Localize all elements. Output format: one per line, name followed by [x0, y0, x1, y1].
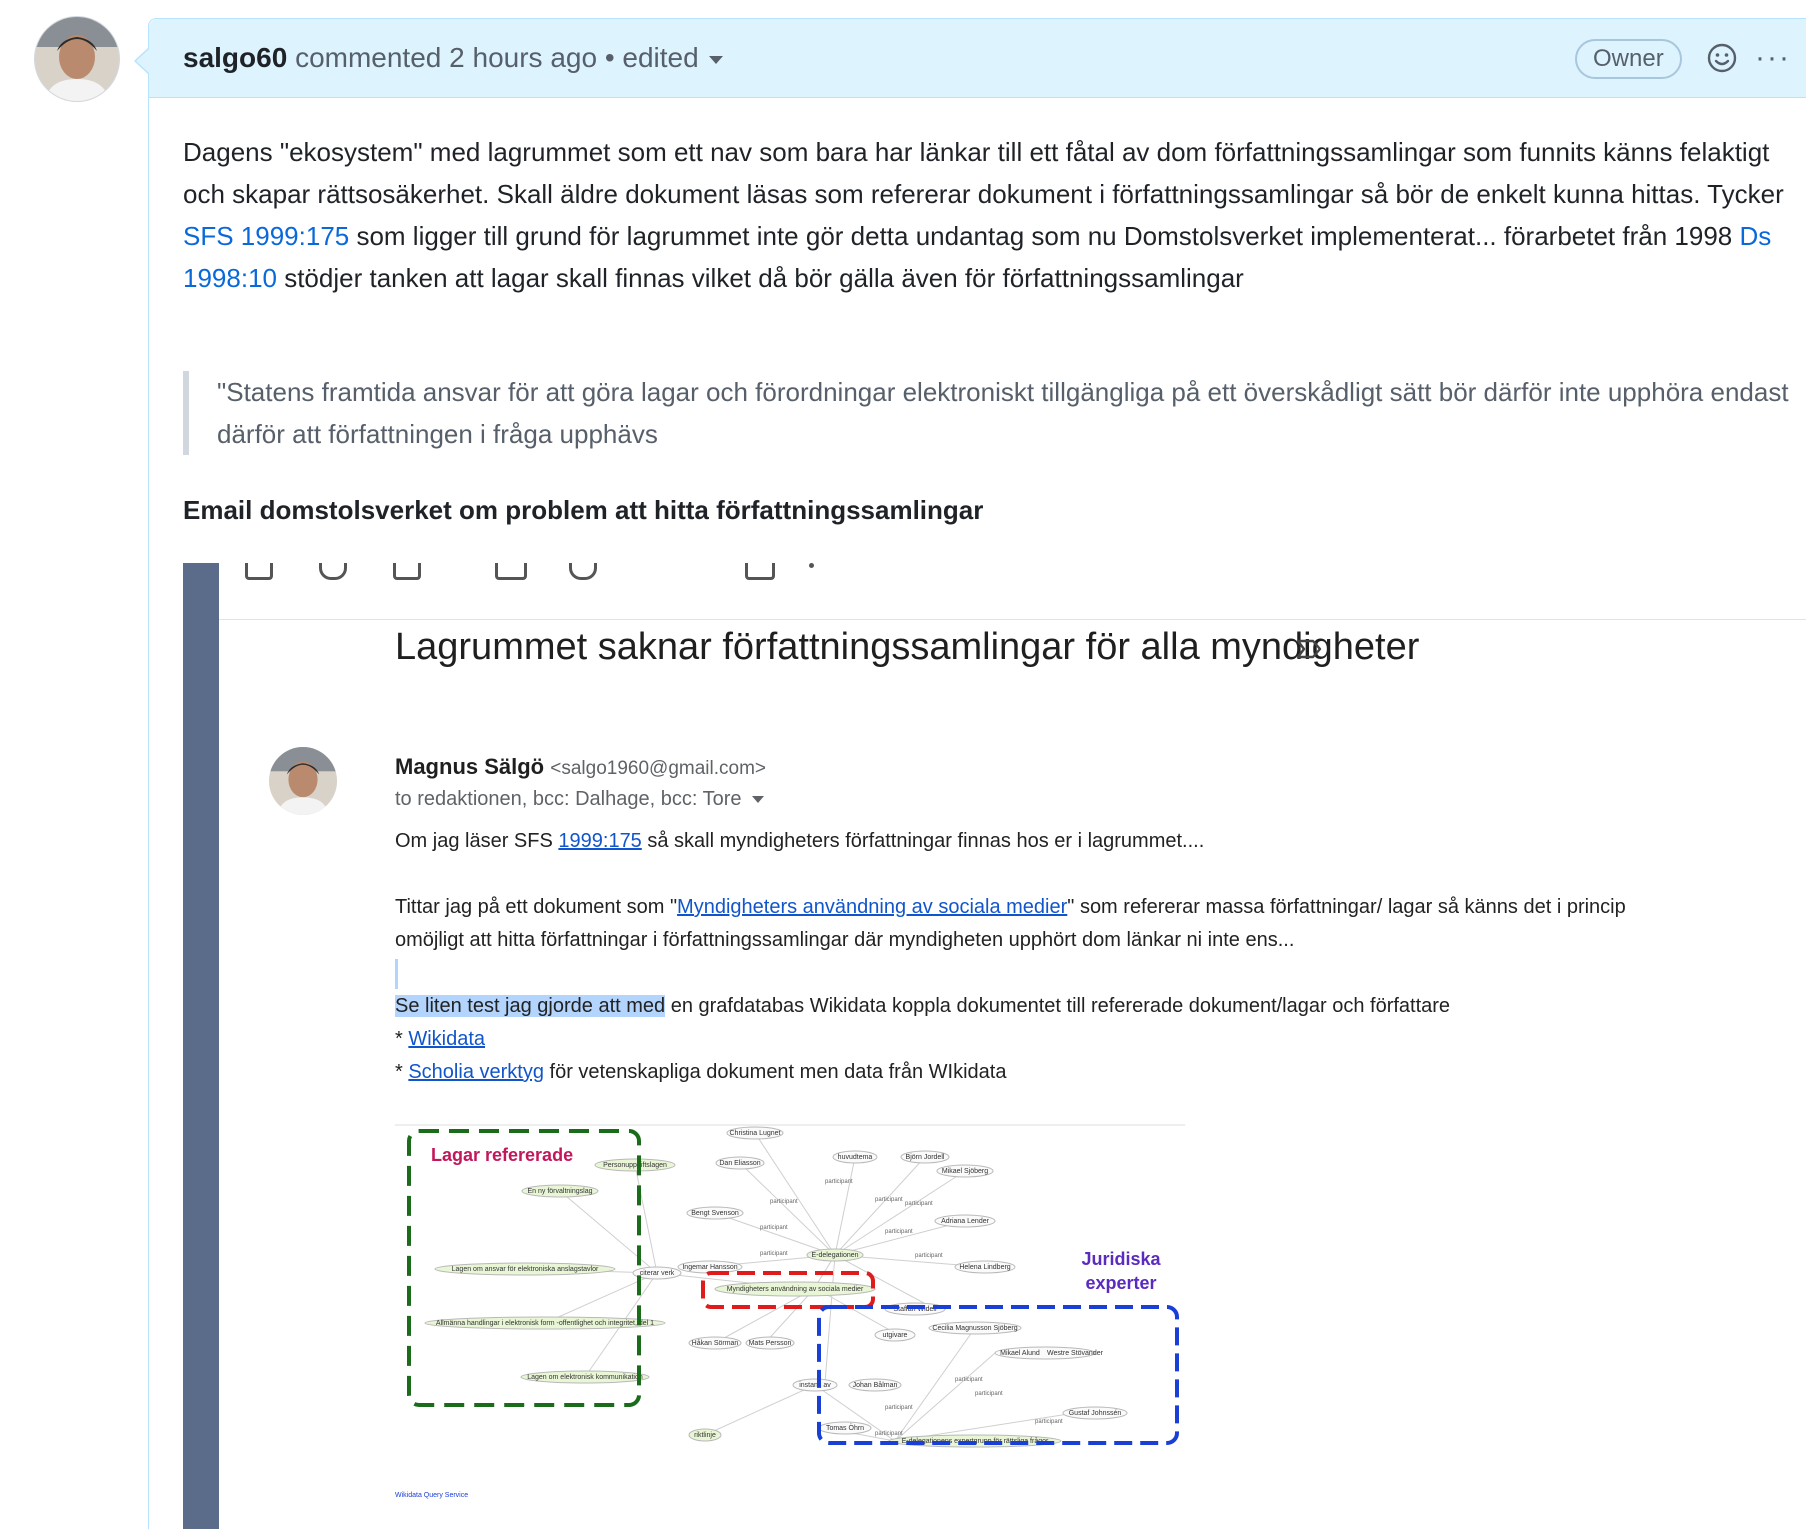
node-label: Westre Stövander [1047, 1350, 1103, 1357]
scholia-link[interactable]: Scholia verktyg [408, 1061, 544, 1083]
svg-text:participant: participant [1035, 1419, 1063, 1425]
delete-icon [393, 563, 421, 580]
sender-name: Magnus Sälgö [395, 754, 545, 779]
node-label: Personuppgiftslagen [603, 1162, 667, 1169]
sender-avatar [269, 747, 337, 815]
comment-caret-inner [136, 49, 149, 73]
section-heading: Email domstolsverket om problem att hitta författningssamlingar [183, 495, 984, 525]
chevron-down-icon [752, 796, 764, 803]
comment-meta [183, 41, 723, 75]
email-line [395, 825, 1685, 858]
blockquote: "Statens framtida ansvar för att göra lagar och förordningar elektroniskt tillgängliga på ett överskådligt sätt bör därför inte upphöra endast därför att författningen i fråga upphävs [183, 371, 1806, 455]
svg-text:participant: participant [825, 1179, 853, 1185]
node-label: Johan Bålman [852, 1382, 898, 1389]
node-label: Adriana Lender [941, 1218, 989, 1225]
node-label: Björn Jordell [905, 1154, 945, 1161]
mark-unread-icon [495, 563, 527, 580]
node-label: Cecilia Magnusson Sjöberg [932, 1325, 1018, 1332]
owner-badge: Owner [1575, 39, 1682, 79]
chevron-down-icon [709, 56, 723, 64]
important-label-icon [1295, 639, 1323, 659]
email-toolbar [219, 563, 1806, 620]
report-icon [319, 563, 347, 580]
email-line [395, 990, 1685, 1023]
experter-label: experter [1085, 1273, 1157, 1293]
email-text: " som refererar massa författningar/ lagar så känns det i princip omöjligt att hitta författningar i författningssamlingar där myndigheten upphört dom länkar ni inte ens... [395, 896, 1626, 951]
recipients-text: to redaktionen, bcc: Dalhage, bcc: Tore [395, 788, 742, 810]
node-label: huvudtema [837, 1154, 873, 1161]
meta-separator: • [604, 42, 615, 73]
node-label: Tomas Öhrn [825, 1425, 865, 1432]
paragraph-text: Dagens "ekosystem" med lagrummet som ett nav som bara har länkar till ett fåtal av dom författningssamlingar som funnits känns felaktigt och skapar rättsosäkerhet. Skall äldre dokument läsas som refererar dokument i författningssamlingar så bör de enkelt kunna hittas. Tycker [183, 137, 1784, 209]
comment-header [149, 19, 1806, 98]
node-label: E-delegationens expertgrupp för rättsliga frågor [901, 1438, 1049, 1445]
ds-1998-10-link[interactable]: Ds 1998:10 [183, 221, 1772, 293]
email-text: en grafdatabas Wikidata koppla dokumentet till refererade dokument/lagar och författare [665, 995, 1451, 1017]
node-label: Myndigheters användning av sociala medier [726, 1286, 864, 1293]
comment-box [148, 18, 1806, 1529]
comment-body [183, 131, 1803, 299]
node-label: Ingemar Hansson [682, 1264, 738, 1271]
email-line [395, 1056, 1685, 1089]
node-label: Lagen om ansvar för elektroniska anslagstavlor [451, 1266, 599, 1273]
bullet: * [395, 1061, 409, 1083]
email-spacer [395, 957, 1685, 990]
svg-text:participant: participant [885, 1405, 913, 1411]
comment-action: commented [295, 42, 442, 73]
node-label: Mats Persson [748, 1340, 792, 1347]
node-label: utgivare [882, 1332, 908, 1339]
node-label: Lagen om elektronisk kommunikation [527, 1374, 643, 1381]
email-body [395, 825, 1685, 1089]
email-text: Om jag läser SFS [395, 830, 559, 852]
archive-icon [245, 563, 273, 580]
paragraph-text: stödjer tanken att lagar skall finnas vilket då bör gälla även för författningssamlingar [276, 263, 1244, 293]
lagar-refererade-label: Lagar refererade [431, 1145, 574, 1165]
node-label: Mikael Sjöberg [941, 1168, 989, 1175]
email-text: Tittar jag på ett dokument som " [395, 896, 678, 918]
label-tool-icon [745, 563, 775, 580]
comment-time[interactable]: 2 hours ago [449, 42, 598, 73]
wikidata-link[interactable]: Wikidata [408, 1028, 486, 1050]
node-label: instans av [799, 1382, 831, 1389]
svg-text:participant: participant [955, 1377, 983, 1383]
node-label: Gustaf Johnssén [1068, 1410, 1122, 1417]
node-label: E-delegationen [811, 1252, 859, 1259]
svg-text:participant: participant [885, 1229, 913, 1235]
node-label: Helena Lindberg [959, 1264, 1011, 1271]
paragraph-text: som ligger till grund för lagrummet inte gör detta undantag som nu Domstolsverket implementerat... förarbetet från 1998 [349, 221, 1740, 251]
sfs-link[interactable]: 1999:175 [558, 830, 642, 852]
node-label: Dan Eliasson [719, 1160, 761, 1167]
commenter-avatar[interactable] [34, 16, 120, 102]
email-text: för vetenskapliga dokument men data från WIkidata [543, 1061, 1007, 1083]
email-line [395, 891, 1685, 957]
sender-address: <salgo1960@gmail.com> [550, 758, 766, 779]
sociala-medier-link[interactable]: Myndigheters användning av sociala medier [677, 896, 1068, 918]
sfs-1999-175-link[interactable]: SFS 1999:175 [183, 221, 350, 251]
node-label: Allmänna handlingar i elektronisk form -offentlighet och integritet, del 1 [435, 1320, 655, 1327]
svg-text:participant: participant [905, 1201, 933, 1207]
svg-text:participant: participant [915, 1253, 943, 1259]
node-label: Mikael Alund [1000, 1350, 1040, 1357]
wikidata-graph-image [395, 1123, 1195, 1523]
more-dot-icon [809, 563, 814, 568]
svg-text:participant: participant [770, 1199, 798, 1205]
email-text: så skall myndigheters författningar finnas hos er i lagrummet.... [641, 830, 1205, 852]
graph-footer: Wikidata Query Service [395, 1492, 469, 1499]
node-label: Staffan Widell [893, 1306, 937, 1313]
bullet: * [395, 1028, 409, 1050]
svg-text:participant: participant [975, 1391, 1003, 1397]
sender-line [395, 753, 766, 783]
recipients-line [395, 785, 764, 813]
sender-avatar-image [269, 747, 337, 815]
node-label: En ny förvaltningslag [527, 1188, 593, 1195]
node-label: Håkan Sörman [691, 1340, 739, 1347]
svg-text:participant: participant [760, 1251, 788, 1257]
edited-dropdown[interactable] [622, 42, 722, 73]
comment-paragraph [183, 131, 1803, 299]
comment-author[interactable]: salgo60 [183, 42, 288, 73]
snooze-icon [569, 563, 597, 580]
selection-cursor [395, 959, 398, 989]
avatar-image [35, 17, 119, 101]
edited-label: edited [622, 42, 699, 73]
highlighted-text: Se liten test jag gjorde att med [395, 995, 666, 1017]
node-label: Bengt Svenson [691, 1210, 739, 1217]
email-line [395, 1023, 1685, 1056]
node-label: citerar verk [639, 1270, 675, 1277]
node-label: riktlinje [694, 1432, 716, 1439]
juridiska-label: Juridiska [1081, 1249, 1161, 1269]
emoji-reaction-icon[interactable] [1707, 43, 1737, 73]
svg-text:participant: participant [875, 1431, 903, 1437]
screenshot-sidebar [183, 563, 219, 1529]
svg-text:participant: participant [875, 1197, 903, 1203]
email-subject: Lagrummet saknar författningssamlingar för alla myndigheter [395, 626, 1420, 668]
node-label: Christina Lugnet [729, 1130, 781, 1137]
more-options-icon[interactable]: ··· [1755, 41, 1791, 74]
email-spacer [395, 858, 1685, 891]
email-screenshot [183, 563, 1806, 1529]
svg-text:participant: participant [760, 1225, 788, 1231]
